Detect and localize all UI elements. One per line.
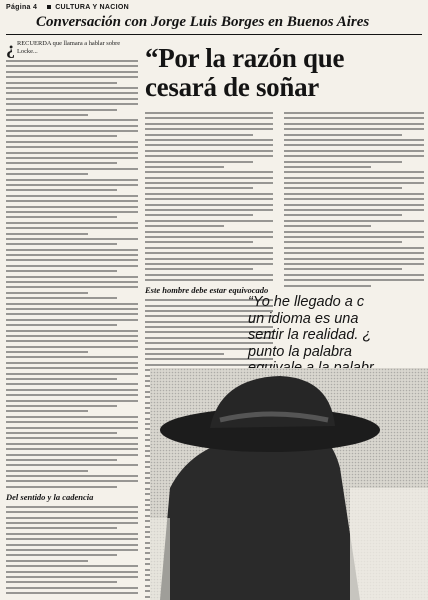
text-line: [6, 270, 117, 272]
headline: [145, 44, 428, 102]
text-line: [145, 193, 273, 195]
header-rule: [6, 34, 422, 35]
text-line: [6, 486, 117, 488]
text-line: [145, 204, 273, 206]
text-line: [6, 265, 138, 267]
text-line: [6, 592, 138, 594]
text-line: [6, 184, 138, 186]
pull-quote-line: sentir la realidad. ¿: [248, 327, 372, 343]
text-line: [6, 410, 88, 412]
pull-quote: [248, 294, 428, 377]
text-line: [6, 581, 117, 583]
text-line: [6, 437, 138, 439]
text-line: [145, 139, 273, 141]
text-line: [145, 150, 273, 152]
text-line: [145, 274, 273, 276]
text-line: [284, 236, 424, 238]
text-line: [145, 268, 253, 270]
body-text-block: [6, 506, 138, 596]
text-line: [6, 87, 138, 89]
text-line: [6, 238, 138, 240]
text-line: [284, 123, 424, 125]
text-line: [145, 123, 273, 125]
text-line: [145, 263, 273, 265]
text-line: [6, 527, 117, 529]
text-line: [145, 161, 253, 163]
text-line: [6, 243, 117, 245]
text-line: [284, 134, 402, 136]
section-name: CULTURA Y NACION: [55, 4, 129, 11]
text-line: [6, 82, 117, 84]
text-line: [6, 464, 138, 466]
text-line: [284, 247, 424, 249]
text-line: [6, 400, 138, 402]
text-line: [6, 378, 117, 380]
text-line: [6, 179, 138, 181]
text-line: [6, 356, 138, 358]
text-line: [145, 214, 253, 216]
text-line: [284, 263, 424, 265]
text-line: [6, 249, 138, 251]
text-line: [145, 128, 273, 130]
text-line: [284, 279, 424, 281]
text-line: [145, 258, 273, 260]
text-line: [284, 198, 424, 200]
text-line: [6, 549, 138, 551]
square-bullet-icon: [47, 5, 51, 9]
pull-quote-line: punto la palabra: [248, 343, 352, 360]
text-line: [6, 470, 88, 472]
text-line: [145, 198, 273, 200]
text-line: [6, 522, 138, 524]
text-line: [6, 303, 138, 305]
text-line: [6, 560, 88, 562]
text-line: [6, 506, 138, 508]
text-line: [145, 112, 273, 114]
text-line: [6, 544, 138, 546]
text-line: [145, 177, 273, 179]
text-line: [284, 225, 371, 227]
text-line: [145, 209, 273, 211]
text-line: [6, 432, 117, 434]
text-line: [6, 189, 117, 191]
text-line: [284, 204, 424, 206]
text-line: [6, 367, 138, 369]
text-line: [145, 279, 273, 281]
text-line: [284, 144, 424, 146]
text-line: [6, 254, 138, 256]
text-line: [284, 193, 424, 195]
text-line: [6, 571, 138, 573]
text-line: [6, 346, 138, 348]
text-line: [6, 114, 88, 116]
text-line: [6, 222, 138, 224]
text-line: [6, 60, 138, 62]
text-line: [6, 330, 138, 332]
text-line: [6, 538, 138, 540]
headline-line: cesará de soñar: [145, 72, 319, 102]
text-line: [284, 285, 371, 287]
text-line: [6, 324, 117, 326]
text-line: [284, 182, 424, 184]
opening-paragraph: [6, 40, 138, 56]
text-line: [6, 576, 138, 578]
text-line: [6, 227, 138, 229]
text-line: [6, 405, 117, 407]
text-line: [284, 166, 371, 168]
column-1: [6, 40, 138, 596]
text-line: [6, 427, 138, 429]
text-line: [6, 297, 117, 299]
text-line: [284, 268, 402, 270]
text-line: [6, 587, 138, 589]
text-line: [284, 117, 424, 119]
opening-text: RECUERDA que llamara a hablar sobre Locke...: [17, 40, 121, 55]
text-line: [6, 351, 88, 353]
text-line: [6, 554, 117, 556]
drop-cap: ¿: [6, 40, 15, 58]
text-line: [284, 139, 424, 141]
text-line: [284, 231, 424, 233]
text-line: [6, 443, 138, 445]
text-line: [145, 182, 273, 184]
text-line: [6, 340, 138, 342]
body-text-block: [145, 112, 273, 281]
article-kicker: Conversación con Jorge Luis Borges en Buenos Aires: [36, 14, 370, 30]
body-text-block: [284, 112, 424, 287]
text-line: [145, 241, 253, 243]
text-line: [6, 71, 138, 73]
text-line: [6, 480, 138, 482]
text-line: [6, 459, 117, 461]
text-line: [6, 146, 138, 148]
text-line: [284, 150, 424, 152]
text-line: [6, 373, 138, 375]
text-line: [284, 187, 402, 189]
text-line: [145, 166, 224, 168]
text-line: [6, 259, 138, 261]
text-line: [6, 383, 138, 385]
text-line: [145, 236, 273, 238]
section-subhead: Este hombre debe estar equivocado: [145, 285, 269, 296]
text-line: [6, 125, 138, 127]
text-line: [284, 155, 424, 157]
text-line: [6, 173, 88, 175]
text-line: [6, 362, 138, 364]
text-line: [6, 517, 138, 519]
text-line: [284, 241, 402, 243]
text-line: [6, 565, 138, 567]
column-3: [284, 112, 424, 287]
text-line: [145, 134, 253, 136]
text-line: [6, 533, 138, 535]
text-line: [6, 109, 117, 111]
text-line: [6, 389, 138, 391]
text-line: [145, 220, 273, 222]
text-line: [145, 321, 253, 323]
section-subhead: Del sentido y la cadencia: [6, 491, 94, 502]
text-line: [6, 313, 138, 315]
text-line: [6, 92, 138, 94]
text-line: [6, 141, 138, 143]
pull-quote-line: un idioma es una: [248, 310, 359, 327]
text-line: [6, 292, 88, 294]
text-line: [6, 216, 117, 218]
text-line: [145, 348, 253, 350]
text-line: [6, 98, 138, 100]
text-line: [6, 394, 138, 396]
text-line: [145, 252, 273, 254]
text-line: [6, 276, 138, 278]
text-line: [145, 155, 273, 157]
body-text-block: [6, 60, 138, 488]
text-line: [6, 454, 138, 456]
text-line: [6, 475, 138, 477]
text-line: [6, 421, 138, 423]
text-line: [284, 220, 424, 222]
text-line: [6, 233, 88, 235]
text-line: [6, 308, 138, 310]
text-line: [6, 152, 138, 154]
text-line: [6, 200, 138, 202]
text-line: [284, 258, 424, 260]
text-line: [145, 187, 253, 189]
text-line: [6, 103, 138, 105]
text-line: [6, 416, 138, 418]
text-line: [145, 247, 273, 249]
text-line: [6, 448, 138, 450]
text-line: [145, 231, 273, 233]
text-line: [145, 117, 273, 119]
headline-line: “Por la razón que: [145, 43, 345, 73]
text-line: [6, 135, 117, 137]
text-line: [145, 225, 224, 227]
text-line: [284, 274, 424, 276]
text-line: [6, 162, 117, 164]
text-line: [6, 281, 138, 283]
text-line: [284, 112, 424, 114]
text-line: [6, 511, 138, 513]
text-line: [6, 65, 138, 67]
page-number: Página 4: [6, 4, 38, 11]
text-line: [6, 119, 138, 121]
borges-photo: [150, 368, 428, 600]
text-line: [284, 209, 424, 211]
text-line: [6, 157, 138, 159]
text-line: [145, 171, 273, 173]
text-line: [284, 128, 424, 130]
text-line: [284, 252, 424, 254]
text-line: [6, 130, 138, 132]
text-line: [6, 286, 138, 288]
hat-photo-illustration: [150, 368, 428, 600]
text-line: [145, 144, 273, 146]
text-line: [6, 335, 138, 337]
text-line: [284, 214, 402, 216]
text-line: [284, 161, 402, 163]
pull-quote-line: “Yo he llegado a c: [248, 294, 365, 310]
text-line: [284, 177, 424, 179]
text-line: [6, 168, 138, 170]
text-line: [284, 171, 424, 173]
text-line: [6, 206, 138, 208]
text-line: [145, 353, 224, 355]
text-line: [6, 319, 138, 321]
text-line: [6, 195, 138, 197]
text-line: [6, 76, 138, 78]
text-line: [6, 211, 138, 213]
